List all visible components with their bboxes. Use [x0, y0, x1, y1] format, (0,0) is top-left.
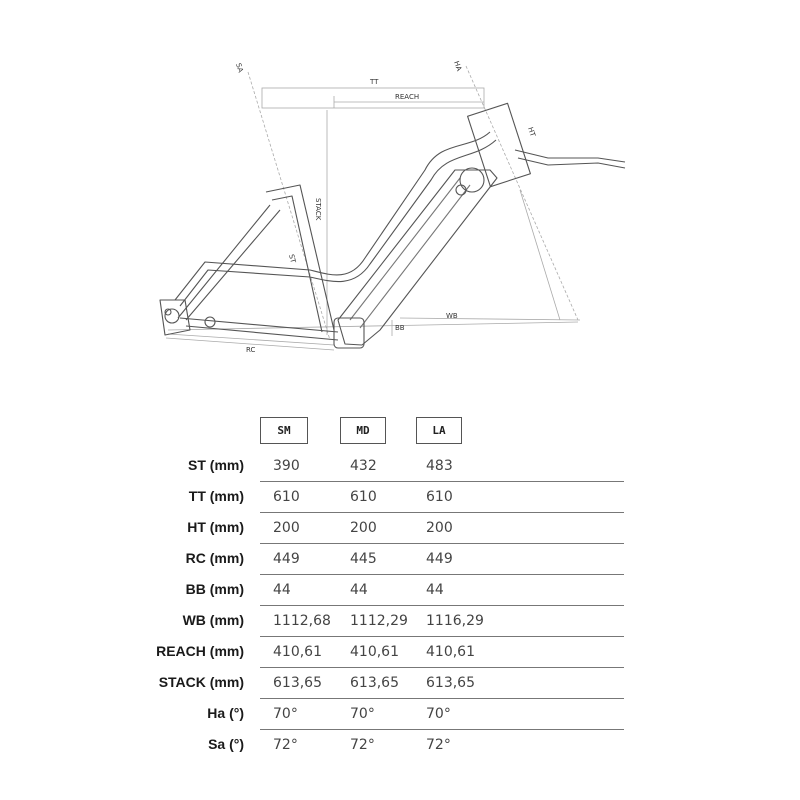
- cell-la: 70°: [426, 706, 451, 722]
- row-label: STACK (mm): [158, 674, 244, 690]
- table-row: [0, 699, 800, 730]
- size-header-la: LA: [416, 417, 462, 444]
- seat-stay: [178, 205, 270, 318]
- row-label: ST (mm): [188, 457, 244, 473]
- table-row: [0, 451, 800, 482]
- row-label: BB (mm): [185, 581, 244, 597]
- wb-dimension-line: [168, 322, 578, 330]
- cell-la: 610: [426, 489, 453, 505]
- cell-md: 1112,29: [350, 613, 408, 629]
- cell-sm: 610: [273, 489, 300, 505]
- cell-md: 432: [350, 458, 377, 474]
- sa-label: SA: [234, 62, 245, 74]
- cell-la: 1116,29: [426, 613, 484, 629]
- chain-stay: [180, 318, 338, 332]
- stack-label: STACK: [314, 198, 322, 221]
- cell-sm: 390: [273, 458, 300, 474]
- cell-sm: 70°: [273, 706, 298, 722]
- cell-md: 613,65: [350, 675, 399, 691]
- ht-label: HT: [526, 126, 537, 138]
- cell-sm: 44: [273, 582, 291, 598]
- rear-dropout: [165, 309, 179, 323]
- cell-la: 410,61: [426, 644, 475, 660]
- tt-dimension-bar: [262, 88, 484, 108]
- size-header-sm: SM: [260, 417, 308, 444]
- table-row: [0, 575, 800, 606]
- cell-md: 72°: [350, 737, 375, 753]
- cell-md: 44: [350, 582, 368, 598]
- cell-sm: 72°: [273, 737, 298, 753]
- row-label: TT (mm): [188, 488, 244, 504]
- row-label: HT (mm): [187, 519, 244, 535]
- cell-md: 445: [350, 551, 377, 567]
- row-label: REACH (mm): [156, 643, 244, 659]
- row-label: Ha (°): [207, 705, 244, 721]
- cell-md: 70°: [350, 706, 375, 722]
- table-row: [0, 482, 800, 513]
- cell-md: 610: [350, 489, 377, 505]
- rc-label: RC: [246, 346, 256, 354]
- tt-label: TT: [370, 78, 379, 86]
- cell-md: 410,61: [350, 644, 399, 660]
- rc-dimension-line: [168, 334, 334, 345]
- cell-sm: 449: [273, 551, 300, 567]
- size-header-md: MD: [340, 417, 386, 444]
- row-label: WB (mm): [182, 612, 244, 628]
- table-row: [0, 730, 800, 761]
- frame-geometry-diagram: [0, 0, 800, 380]
- wb-label: WB: [446, 312, 458, 320]
- cell-sm: 613,65: [273, 675, 322, 691]
- head-tube: [468, 103, 531, 186]
- table-row: [0, 513, 800, 544]
- cell-sm: 1112,68: [273, 613, 331, 629]
- row-label: RC (mm): [185, 550, 244, 566]
- cell-la: 483: [426, 458, 453, 474]
- cell-la: 449: [426, 551, 453, 567]
- cell-sm: 200: [273, 520, 300, 536]
- ha-axis-line: [466, 66, 578, 320]
- bb-label: BB: [395, 324, 405, 332]
- reach-label: REACH: [395, 93, 420, 101]
- cell-la: 44: [426, 582, 444, 598]
- cell-la: 613,65: [426, 675, 475, 691]
- cell-la: 72°: [426, 737, 451, 753]
- top-tube: [175, 132, 490, 300]
- table-row: [0, 544, 800, 575]
- cell-sm: 410,61: [273, 644, 322, 660]
- cell-md: 200: [350, 520, 377, 536]
- ha-label: HA: [452, 59, 464, 73]
- table-row: [0, 637, 800, 668]
- table-row: [0, 606, 800, 637]
- table-row: [0, 668, 800, 699]
- row-label: Sa (°): [208, 736, 244, 752]
- handlebar: [515, 150, 625, 162]
- seat-tube: [266, 185, 334, 330]
- st-label: ST: [287, 253, 298, 264]
- cell-la: 200: [426, 520, 453, 536]
